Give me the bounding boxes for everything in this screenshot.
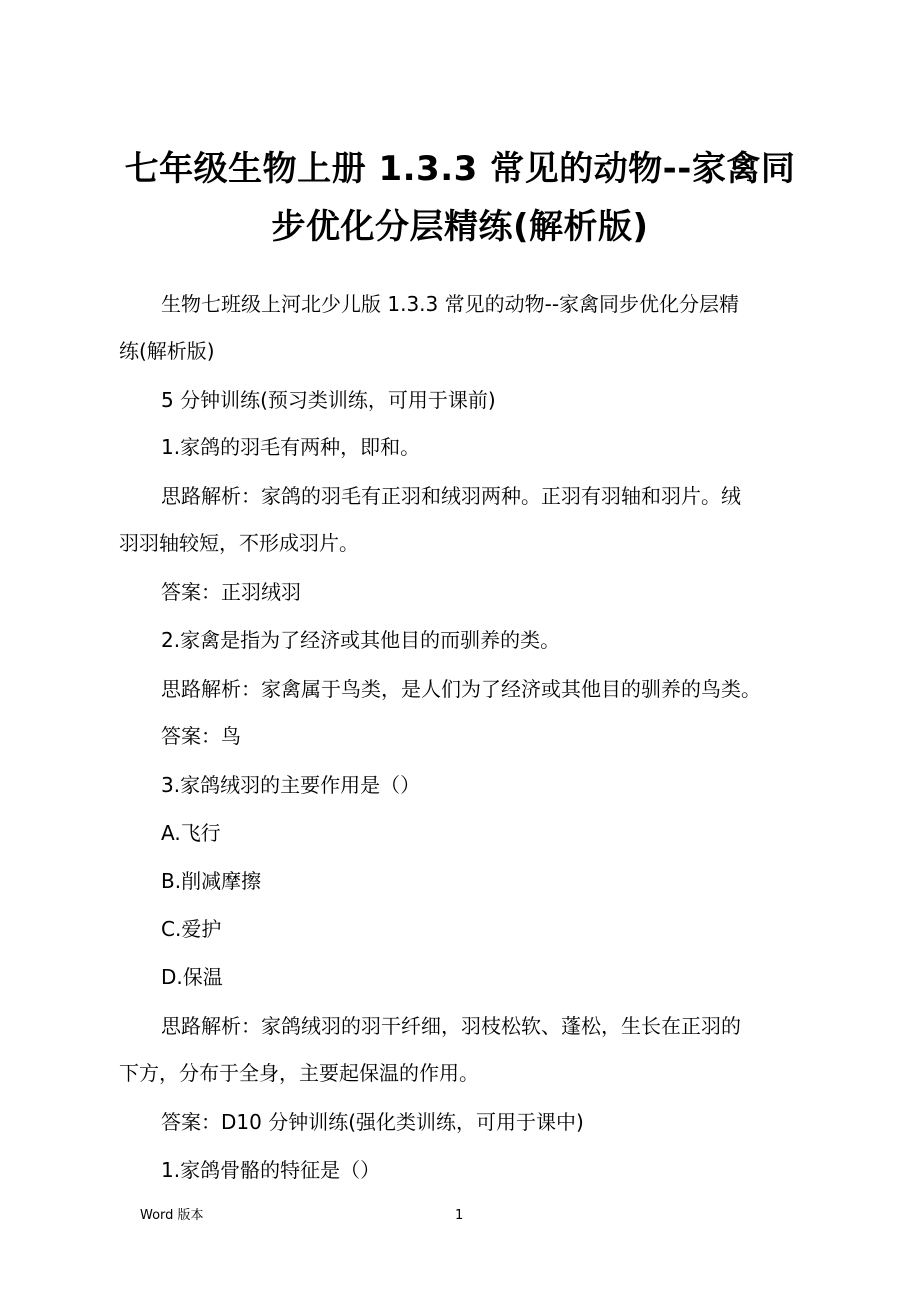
title-line: 七年级生物上册 1.3.3 常见的动物--家禽同 [124, 149, 796, 189]
option-c [140, 906, 782, 953]
paragraph-line: A.飞行 [161, 821, 221, 845]
paragraph-line: 思路解析：家鸽的羽毛有正羽和绒羽两种。正羽有羽轴和羽片。绒 [161, 484, 741, 508]
paragraph-section-heading [140, 377, 782, 424]
paragraph-line: C.爱护 [161, 917, 222, 941]
paragraph-line: 思路解析：家禽属于鸟类，是人们为了经济或其他目的驯养的鸟类。 [161, 677, 761, 701]
paragraph-line: 生物七班级上河北少儿版 1.3.3 常见的动物--家禽同步优化分层精 [161, 292, 740, 316]
paragraph-line: 下方，分布于全身，主要起保温的作用。 [119, 1061, 479, 1085]
question-3 [140, 762, 782, 809]
analysis-1 [119, 473, 782, 567]
paragraph-line: 羽羽轴较短，不形成羽片。 [119, 531, 359, 555]
page-number: 1 [455, 1208, 464, 1223]
answer-3 [140, 1099, 782, 1146]
option-a [140, 810, 782, 857]
footer-label: Word 版本 [140, 1208, 204, 1223]
analysis-3 [119, 1003, 782, 1097]
paragraph-line: 思路解析：家鸽绒羽的羽干纤细，羽枝松软、蓬松，生长在正羽的 [161, 1014, 741, 1038]
title-line: 步优化分层精练(解析版) [271, 207, 649, 247]
question-2 [140, 617, 782, 664]
paragraph-line: 2.家禽是指为了经济或其他目的而驯养的类。 [161, 628, 561, 652]
paragraph-line: 答案：正羽绒羽 [161, 580, 301, 604]
answer-2 [140, 713, 782, 760]
answer-1 [140, 569, 782, 616]
paragraph-line: 5 分钟训练(预习类训练，可用于课前) [161, 388, 496, 412]
paragraph-line: 1.家鸽骨骼的特征是（） [161, 1158, 381, 1182]
option-b [140, 858, 782, 905]
document-title [120, 140, 800, 256]
analysis-2 [140, 666, 782, 713]
question-section2-1 [140, 1147, 782, 1194]
question-1 [140, 424, 782, 471]
paragraph-line: B.削减摩擦 [161, 869, 262, 893]
option-d [140, 954, 782, 1001]
paragraph-line: 练(解析版) [119, 339, 215, 363]
paragraph-line: 答案：鸟 [161, 724, 241, 748]
paragraph-line: D.保温 [161, 965, 223, 989]
paragraph-line: 答案：D10 分钟训练(强化类训练，可用于课中) [161, 1110, 584, 1134]
paragraph-intro [119, 281, 782, 375]
paragraph-line: 3.家鸽绒羽的主要作用是（） [161, 773, 421, 797]
paragraph-line: 1.家鸽的羽毛有两种，即和。 [161, 435, 421, 459]
